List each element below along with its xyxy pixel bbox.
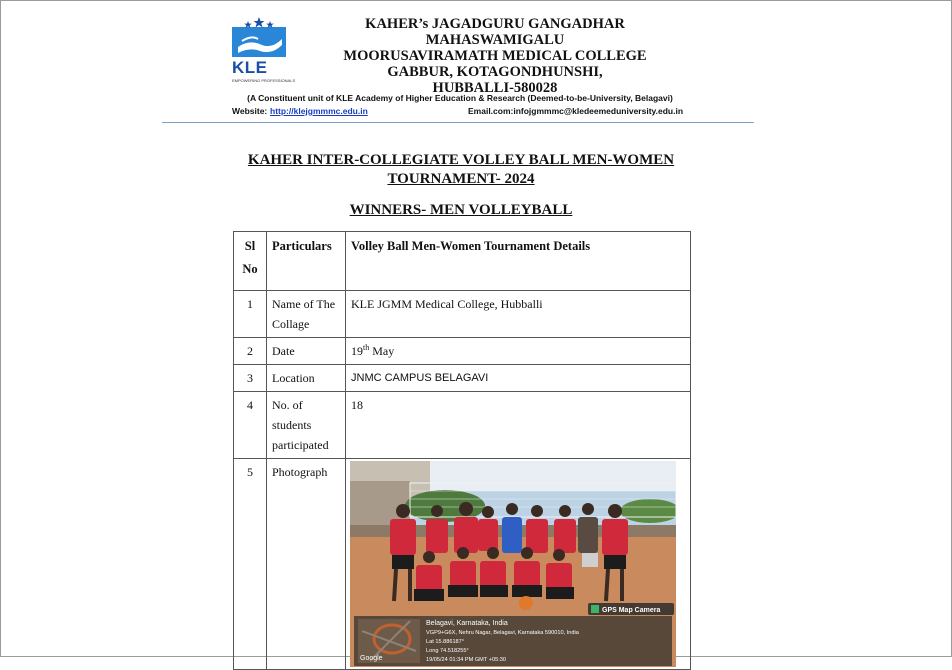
college-line: HUBBALLI-580028 <box>432 80 558 96</box>
table-row <box>234 459 691 670</box>
details-table <box>233 231 691 670</box>
date-suffix: th <box>363 343 370 352</box>
sl-cell: 1 <box>234 291 267 338</box>
title-line: TOURNAMENT- 2024 <box>387 171 535 187</box>
sl-cell: 2 <box>234 338 267 365</box>
title-line: KAHER INTER-COLLEGIATE VOLLEY BALL MEN-WOMEN <box>247 152 675 168</box>
date-month: May <box>369 344 395 358</box>
table-row <box>234 291 691 338</box>
college-line: KAHER’s JAGADGURU GANGADHAR MAHASWAMIGALU <box>365 16 625 48</box>
header-divider <box>162 122 754 123</box>
table-row <box>234 392 691 459</box>
team-photograph <box>350 461 676 667</box>
header-sl-no: Sl No <box>234 232 267 291</box>
detail-cell: 18 <box>346 392 691 459</box>
website-link[interactable]: http://klejgmmmc.edu.in <box>270 106 368 116</box>
table-row <box>234 338 691 365</box>
particular-cell: Photograph <box>267 459 346 670</box>
gps-long: Long 74.518255° <box>426 648 469 654</box>
sl-cell: 5 <box>234 459 267 670</box>
gps-place: Belagavi, Karnataka, India <box>426 620 508 627</box>
date-day: 19 <box>351 344 363 358</box>
document-subtitle: WINNERS- MEN VOLLEYBALL <box>349 202 573 218</box>
map-brand: Google <box>360 655 383 662</box>
table-row <box>234 365 691 392</box>
logo-wordmark: KLE <box>232 58 268 77</box>
sl-cell: 3 <box>234 365 267 392</box>
particular-cell: Date <box>267 338 346 365</box>
table-header-row <box>234 232 691 291</box>
detail-cell <box>346 338 691 365</box>
college-line: GABBUR, KOTAGONDHUNSHI, <box>387 64 603 80</box>
constituent-note: (A Constituent unit of KLE Academy of Higher Education & Research (Deemed-to-be-University, Belagavi) <box>247 93 673 103</box>
particular-cell: Name of The Collage <box>267 291 346 338</box>
gps-timestamp: 19/05/24 01:34 PM GMT +05:30 <box>426 657 506 663</box>
detail-cell: KLE JGMM Medical College, Hubballi <box>346 291 691 338</box>
gps-address: VGP9+G6X, Nehru Nagar, Belagavi, Karnataka 590010, India <box>426 630 579 636</box>
photo-cell <box>346 459 691 670</box>
gps-app-label: GPS Map Camera <box>602 607 661 614</box>
college-name <box>300 16 690 96</box>
sl-cell: 4 <box>234 392 267 459</box>
logo-tagline: EMPOWERING PROFESSIONALS <box>232 78 296 83</box>
header-particulars: Particulars <box>267 232 346 291</box>
particular-cell: No. of students participated <box>267 392 346 459</box>
detail-cell: JNMC CAMPUS BELAGAVI <box>346 365 691 392</box>
document-title <box>220 151 702 189</box>
gps-lat: Lat 15.886187° <box>426 639 465 645</box>
website-label: Website: <box>232 106 268 116</box>
email-text: Email.com:infojgmmmc@kledeemeduniversity.edu.in <box>468 106 684 116</box>
header-details: Volley Ball Men-Women Tournament Details <box>346 232 691 291</box>
college-line: MOORUSAVIRAMATH MEDICAL COLLEGE <box>343 48 647 64</box>
particular-cell: Location <box>267 365 346 392</box>
